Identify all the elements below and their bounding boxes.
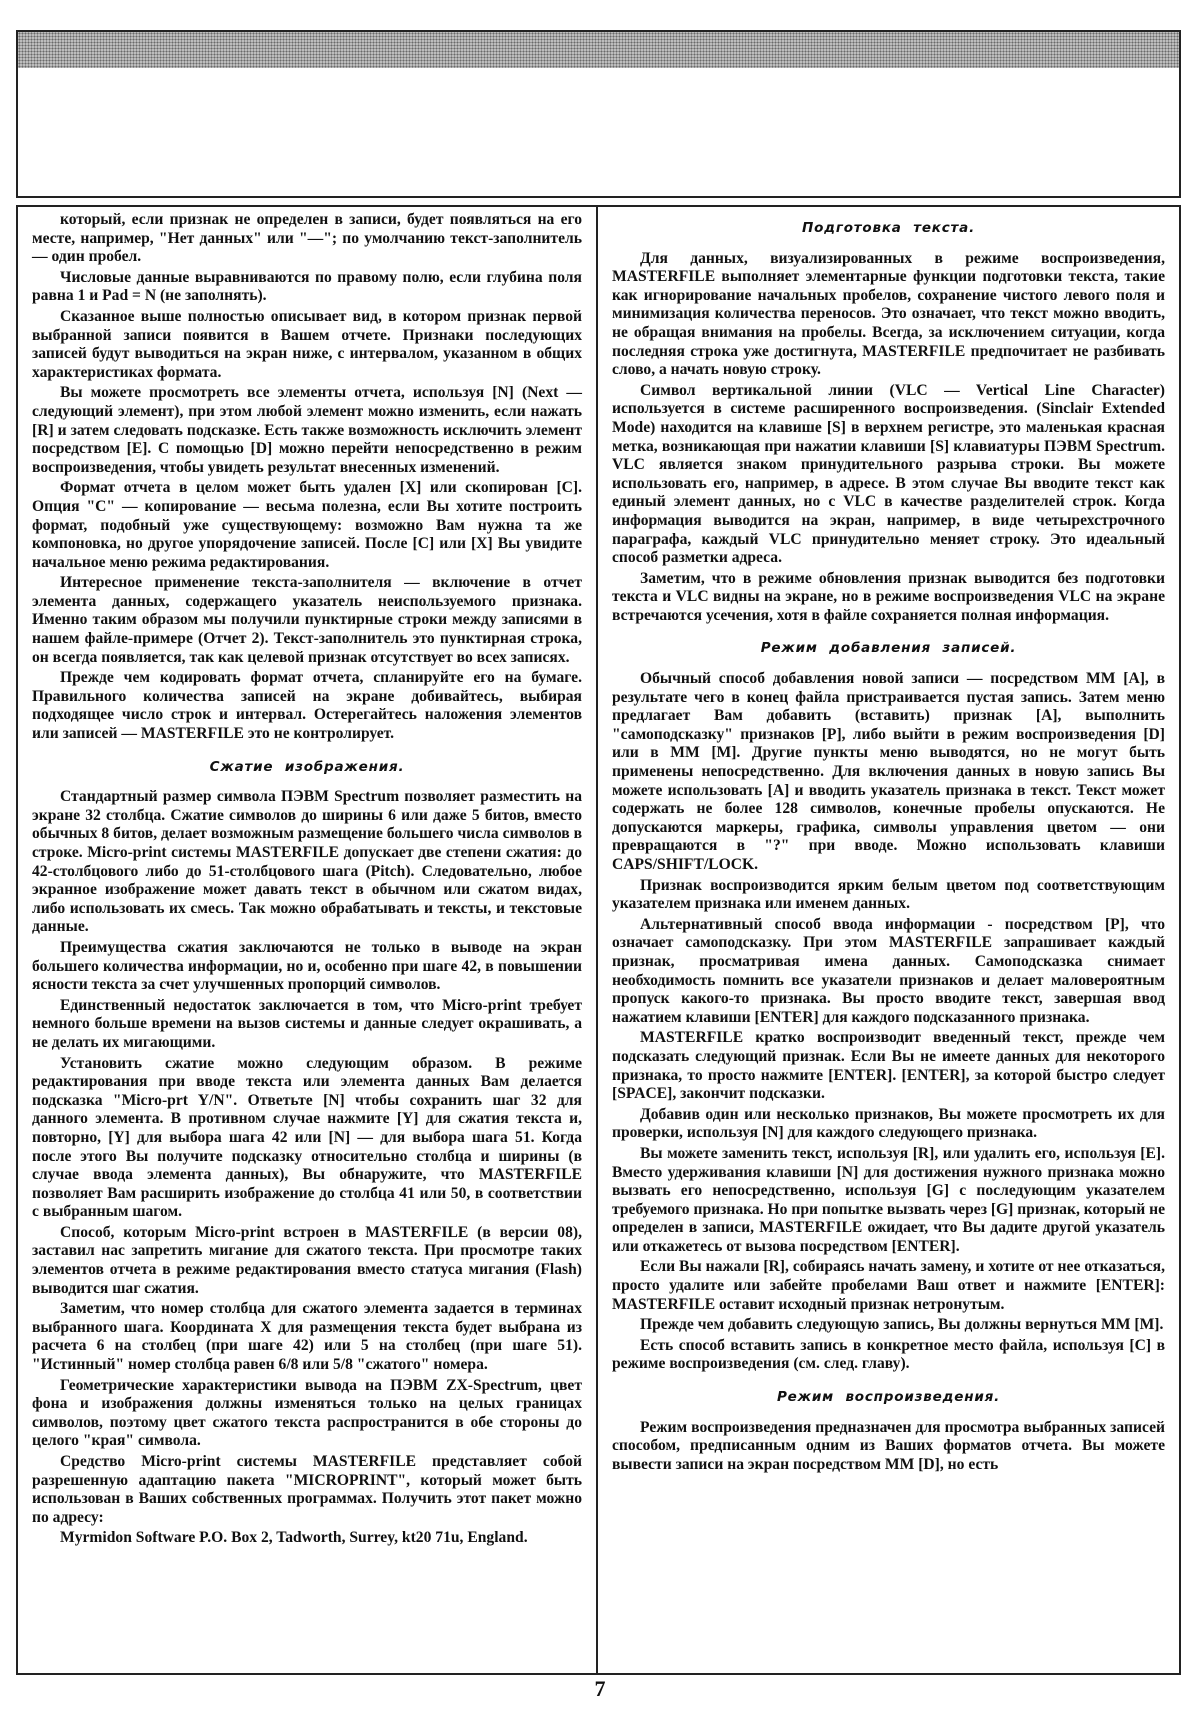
paragraph: Альтернативный способ ввода информации - посредством [P], что означает самоподсказку. При этом MASTERFILE запрашивает каждый признак, просматривая имена данных. Самоподсказка снимает необходимость помнить все указатели признаков и делает маловероятным пропуск какого-то признака. Вы просто вводите текст, завершая ввод нажатием клавиши [ENTER] для каждого подсказанного признака. [612, 915, 1165, 1026]
paragraph: Единственный недостаток заключается в том, что Micro-print требует немного больше времени на вызов системы и данные следует окрашивать, а не делать их мигающими. [32, 996, 582, 1051]
paragraph: Заметим, что в режиме обновления признак выводится без подготовки текста и VLC видны на экране, но в режиме воспроизведения VLC на экране встречаются усечения, хотя в файле сохраняется полная информация. [612, 569, 1165, 624]
paragraph: Прежде чем кодировать формат отчета, спланируйте его на бумаге. Правильного количества записей на экране добивайтесь, выбирая подходящее число строк и интервал. Остерегайтесь наложения элементов или записей — MASTERFILE это не контролирует. [32, 669, 582, 743]
paragraph: Для данных, визуализированных в режиме воспроизведения, MASTERFILE выполняет элементарные функции подготовки текста, такие как игнорирование начальных пробелов, сохранение чистого левого поля и минимизация количества переносов. Это означает, что текст можно вводить, не обращая внимания на пробелы. Всегда, за исключением ситуации, когда последняя строка уже достигнута, MASTERFILE предпочитает не разбивать слово, а начать новую строку. [612, 249, 1165, 379]
paragraph: Есть способ вставить запись в конкретное место файла, используя [C] в режиме воспроизведения (см. след. главу). [612, 1336, 1165, 1373]
paragraph: Вы можете просмотреть все элементы отчета, используя [N] (Next — следующий элемент), при этом любой элемент можно изменить, если нажать [R] и затем следовать подсказке. Есть также возможность исключить элемент посредством [E]. С помощью [D] можно перейти непосредственно в режим воспроизведения, чтобы увидеть результат внесенных изменений. [32, 384, 582, 476]
left-column [18, 207, 598, 1673]
paragraph: Геометрические характеристики вывода на ПЭВМ ZX-Spectrum, цвет фона и изображения должны изменяться только на целых границах символов, поэтому цвет сжатого текста распространится в обе стороны до целого "края" символа. [32, 1376, 582, 1450]
paragraph: MASTERFILE кратко воспроизводит введенный текст, прежде чем подсказать следующий признак. Если Вы не имеете данных для некоторого признака, то просто нажмите [ENTER]. [ENTER], за которой быстро следует [SPACE], закончит подсказки. [612, 1029, 1165, 1103]
paragraph: Признак воспроизводится ярким белым цветом под соответствующим указателем признака или именем данных. [612, 876, 1165, 913]
paragraph: Вы можете заменить текст, используя [R], или удалить его, используя [E]. Вместо удерживания клавиши [N] для достижения нужного признака можно вызвать его непосредственно, используя [G] с последующим указателем требуемого признака. Но при попытке вызвать через [G] признак, который не определен в записи, MASTERFILE ожидает, что Вы дадите другой указатель или откажетесь от вызова посредством [ENTER]. [612, 1144, 1165, 1255]
header-frame [16, 30, 1181, 198]
paragraph: Заметим, что номер столбца для сжатого элемента задается в терминах выбранного шага. Координата X для размещения текста будет выбрана из расчета 6 на столбец (при шаге 42) или 5 на столбец (при шаге 51). "Истинный" номер столбца равен 6/8 или 5/8 "сжатого" номера. [32, 1300, 582, 1374]
paragraph: Символ вертикальной линии (VLC — Vertical Line Character) используется в системе расширенного воспроизведения. (Sinclair Extended Mode) находится на клавише [S] в верхнем регистре, это маленькая красная метка, возникающая при нажатии клавиши [S] клавиатуры ПЭВМ Spectrum. VLC является знаком принудительного разрыва строки. Вы можете использовать его, например, в адресе. В этом случае Вы вводите текст как единый элемент данных, но с VLC в качестве разделителей строк. Когда информация выводится на экран, например, в виде четырехстрочного параграфа, каждый VLC принудительно меняет строку. Это идеальный способ разметки адреса. [612, 381, 1165, 567]
paragraph: Средство Micro-print системы MASTERFILE представляет собой разрешенную адаптацию пакета "MICROPRINT", который может быть использован в Ваших собственных программах. Получить этот пакет можно по адресу: [32, 1453, 582, 1526]
header-halftone-band [18, 32, 1179, 68]
section-heading: Режим добавления записей. [760, 640, 1017, 657]
paragraph: Способ, которым Micro-print встроен в MASTERFILE (в версии 08), заставил нас запретить мигание для сжатого текста. При просмотре таких элементов отчета в режиме редактирования вместо статуса мигания (Flash) выводится шаг сжатия. [32, 1223, 582, 1297]
paragraph: Преимущества сжатия заключаются не только в выводе на экран большего количества информации, но и, особенно при шаге 42, в повышении ясности текста за счет улучшенных пропорций символов. [32, 938, 582, 994]
paragraph: который, если признак не определен в записи, будет появляться на его месте, например, "Нет данных" или "—"; по умолчанию текст-заполнитель — один пробел. [32, 211, 582, 266]
paragraph: Сказанное выше полностью описывает вид, в котором признак первой выбранной записи появится в Вашем отчете. Признаки последующих записей будут выводиться на экран ниже, с интервалом, указанном в общих характеристиках формата. [32, 307, 582, 381]
section-heading: Режим воспроизведения. [776, 1389, 1000, 1406]
paragraph: Прежде чем добавить следующую запись, Вы должны вернуться MM [M]. [640, 1316, 1164, 1334]
paragraph: Формат отчета в целом может быть удален [X] или скопирован [C]. Опция "C" — копирование — весьма полезна, если Вы хотите построить формат, подобный уже существующему: возможно Вам нужна та же компоновка, но другое упорядочение записей. После [C] или [X] Вы увидите начальное меню режима редактирования. [32, 479, 582, 571]
right-column [598, 207, 1179, 1673]
page-body [16, 205, 1181, 1675]
paragraph: Добавив один или несколько признаков, Вы можете просмотреть их для проверки, используя [N] для каждого следующего признака. [612, 1105, 1165, 1142]
paragraph: Myrmidon Software P.O. Box 2, Tadworth, Surrey, kt20 71u, England. [60, 1529, 528, 1547]
paragraph: Числовые данные выравниваются по правому полю, если глубина поля равна 1 и Pad = N (не заполнять). [32, 268, 582, 305]
paragraph: Режим воспроизведения предназначен для просмотра выбранных записей способом, предписанным одним из Ваших форматов отчета. Вы можете вывести записи на экран посредством MM [D], но есть [612, 1418, 1165, 1473]
paragraph: Стандартный размер символа ПЭВМ Spectrum позволяет разместить на экране 32 столбца. Сжатие символов до ширины 6 или даже 5 битов, вместо обычных 8 битов, делает возможным размещение большего числа символов в строке. Micro-print системы MASTERFILE допускает две степени сжатия: до 42-столбцового либо до 51-столбцового шага (Pitch). Следовательно, любое экранное изображение может давать текст в обычном или сжатом видах, либо использовать их смесь. Так можно обрабатывать и тексты, и текстовые данные. [32, 788, 582, 936]
page-number: 7 [594, 1676, 606, 1701]
section-heading: Подготовка текста. [801, 220, 976, 236]
paragraph: Установить сжатие можно следующим образом. В режиме редактирования при вводе текста или элемента данных Вам делается подсказка "Micro-prt Y/N". Ответьте [N] чтобы сохранить шаг 32 для данного элемента. В противном случае нажмите [Y] для сжатия текста и, повторно, [Y] для выбора шага 42 или [N] — для выбора шага 51. Когда после этого Вы получите подсказку относительно столбца и ширины (в случае ввода элемента данных), Вы обнаружите, что MASTERFILE позволяет Вам расширить изображение до столбца 41 или 50, в соответствии с выбранным шагом. [32, 1054, 582, 1221]
paragraph: Обычный способ добавления новой записи — посредством MM [A], в результате чего в конец файла пристраивается пустая запись. Затем меню предлагает Вам добавить (вставить) признак [A], выполнить "самоподсказку" признаков [P], либо выйти в режим воспроизведения [D] или в MM [M]. Другие пункты меню выводятся, но не могут быть применены непосредственно. Для включения данных в новую запись Вы можете использовать [A] и вводить указатель признака в текст. Текст может содержать не более 128 символов, конечные пробелы опускаются. Не допускаются маркеры, графика, символы управления цветом — они превращаются в "?" при вводе. Можно использовать клавиши CAPS/SHIFT/LOCK. [612, 670, 1165, 873]
section-heading: Сжатие изображения. [209, 758, 405, 775]
paragraph: Интересное применение текста-заполнителя — включение в отчет элемента данных, содержащего указатель неиспользуемого признака. Именно таким образом мы получили пунктирные строки между записями в нашем файле-примере (Отчет 2). Текст-заполнитель это пунктирная строка, он всегда появляется, так как целевой признак отсутствует во всех записях. [32, 574, 582, 666]
paragraph: Если Вы нажали [R], собираясь начать замену, и хотите от нее отказаться, просто удалите или забейте пробелами Ваш ответ и нажмите [ENTER]: MASTERFILE оставит исходный признак нетронутым. [612, 1258, 1165, 1313]
